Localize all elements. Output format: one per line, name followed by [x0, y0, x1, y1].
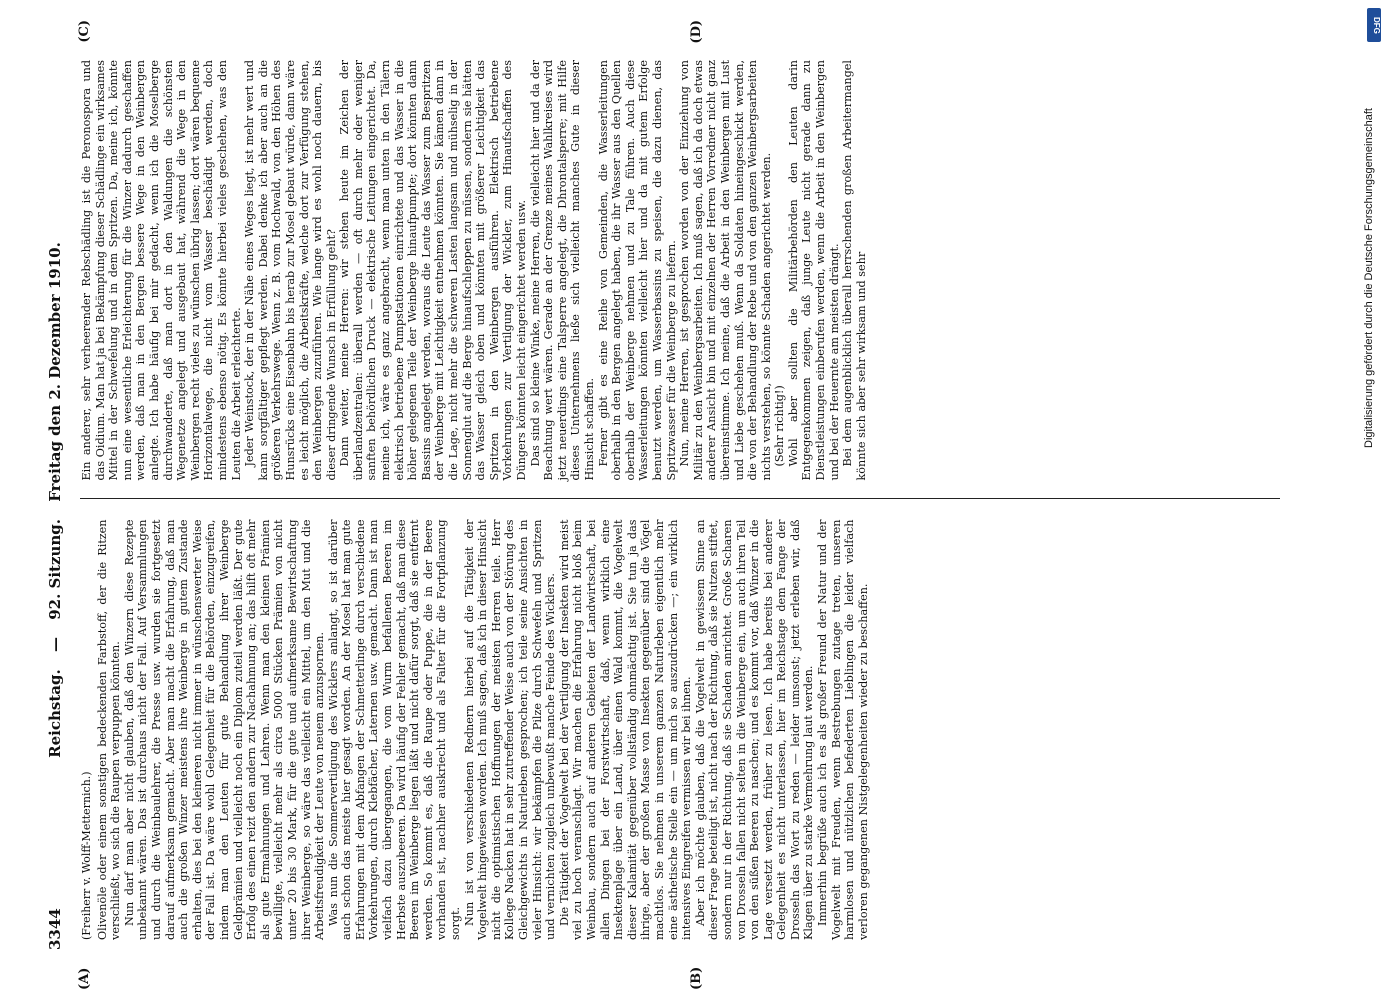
paragraph: Bei dem augenblicklich überall herrschenden großen Arbeitermangel könnte sich aber sehr wirksam und sehr — [841, 60, 868, 481]
paragraph: Olivenöle oder einem sonstigen bedeckenden Farbstoff, der die Ritzen verschließt, wo sich die Raupen verpuppen könnten. — [95, 519, 123, 940]
header-date: Freitag den 2. Dezember 1910. — [46, 242, 64, 502]
header-session: 92. Sitzung. — [46, 518, 64, 620]
header-left: Reichstag. — [46, 669, 64, 758]
paragraph: Was nun die Sommervertilgung des Wicklers anlangt, so ist darüber auch schon das meiste hier gesagt worden. An der Mosel hat man gute Erfahrungen mit dem Abfangen der Schmetterlinge durch verschiedene Vorkehrungen, durch Klebfächer, Laternen usw. gemacht. Dann ist man vielfach dazu übergegangen, die vom Wurm befallenen Beeren im Herbste auszubeeren. Da wird häufig der Fehler gemacht, daß man diese Beeren im Weinberge liegen läßt und nicht dafür sorgt, daß sie entfernt werden. So kommt es, daß die Raupe oder Puppe, die in der Beere vorhanden ist, nachher auskriecht und als Falter für die Fortpflanzung sorgt. — [326, 519, 463, 940]
paragraph: Dann weiter, meine Herren: wir stehen heute im Zeichen der überlandzentralen: überall werden — oft durch mehr oder weniger sanften behördlichen Druck — elektrische Leitungen eingerichtet. Da, meine ich, wäre es ganz angebracht, wenn man unten in den Tälern elektrisch betriebene Pumpstationen einrichtete und das Wasser in die höher gelegenen Teile der Weinberge hinaufpumpte; dort könnten dann Bassins angelegt werden, woraus die Leute das Wasser zum Bespritzen der Weinberge mit Leichtigkeit entnehmen könnten. Sie kämen dann in die Lage, nicht mehr die schweren Lasten langsam und mühselig in der Sonnenglut auf die Berge hinaufschleppen zu müssen, sondern sie hätten das Wasser gleich oben und könnten mit größerer Leichtigkeit das Spritzen in den Weinbergen ausführen. Elektrisch betriebene Vorkehrungen zur Vertilgung der Wickler, zum Hinaufschaffen des Düngers könnten leicht eingerichtet werden usw. — [338, 60, 528, 481]
paragraph: Das sind so kleine Winke, meine Herren, die vielleicht hier und da der Beachtung wert wären. Gerade an der Grenze meines Wahlkreises wird jetzt neuerdings eine Talsperre angelegt, die Dhrontalsperre; mit Hilfe dieses Unternehmens ließe sich vielleicht manches Gute in dieser Hinsicht schaffen. — [528, 60, 596, 481]
header-title — [46, 40, 64, 960]
paragraph: Immerhin begrüße auch ich es als großer Freund der Natur und der Vogelwelt mit Freuden, wenn Bestrebungen zutage treten, unseren harmlosen und nützlichen befiederten Lieblingen die leider vielfach verloren gegangenen Nistgelegenheiten wieder zu beschaffen. — [816, 519, 870, 940]
paragraph: Die Tätigkeit der Vogelwelt bei der Vertilgung der Insekten wird meist viel zu hoch veranschlagt. Wir machen die Erfahrung nicht bloß beim Weinbau, sondern auch auf anderen Gebieten der Landwirtschaft, bei allen Dingen bei der Forstwirtschaft, daß, wenn wirklich eine Insektenplage über ein Land, über einen Wald kommt, die Vogelwelt dieser Kalamität gegenüber vollständig ohnmächtig ist. Sie tun ja das ihrige, aber der großen Masse von Insekten gegenüber sind die Vögel machtlos. Sie nehmen in unserem ganzen Naturleben eigentlich mehr eine ästhetische Stelle ein — um mich so auszudrücken —; ein wirklich intensives Eingreifen vermissen wir bei ihnen. — [557, 519, 694, 940]
marker-c: (C) — [77, 20, 92, 43]
paragraph: Nun darf man aber nicht glauben, daß den Winzern diese Rezepte unbekannt wären. Das ist durchaus nicht der Fall. Auf Versammlungen und durch die Weinbaulehrer, die Presse usw. wurden sie fortgesetzt darauf aufmerksam gemacht. Aber man macht die Erfahrung, daß man auch die großen Winzer meistens ihre Weinberge in gutem Zustande erhalten, dies bei den kleineren nicht immer in wünschenswerter Weise der Fall ist. Da wäre wohl Gelegenheit für die Behörden, einzugreifen, indem man den Leuten für gute Behandlung ihrer Weinberge Geldprämien und vielleicht noch ein Diplom zuteil werden läßt. Der gute Erfolg des einen reizt den andern zur Nachahmung an; das hilft oft mehr als gute Ermahnungen und Lehren. Wenn man den kleinen Prämien bewilligte, vielleicht mehr als circa 5000 Stücken Prämien von nicht unter 20 bis 30 Mark, für die gute und aufmerksame Bewirtschaftung ihrer Weinberge, so wäre das vielleicht ein Mittel, um den Mut und die Arbeitsfreudigkeit der Leute von neuem anzuspornen. — [122, 519, 327, 940]
paragraph: Nun ist von verschiedenen Rednern hierbei auf die Tätigkeit der Vogelwelt hingewiesen worden. Ich muß sagen, daß ich in dieser Hinsicht nicht die optimistischen Hoffnungen der meisten Herren teile. Herr Kollege Nacken hat in sehr zutreffender Weise auch von der Störung des Gleichgewichts in Naturleben gesprochen; ich teile seine Ansichten in vieler Hinsicht: wir bekämpfen die Pilze durch Schwefeln und Spritzen und vernichten zugleich unbewußt manche Feinde des Wicklers. — [462, 519, 558, 940]
left-column — [77, 519, 1280, 990]
digitization-credit: Digitalisierung gefördert durch die Deutsche Forschungsgemeinschaft — [1363, 108, 1375, 448]
dfg-logo: DFG — [1367, 8, 1381, 42]
paragraph: Aber ich möchte glauben, daß die Vogelwelt in gewissem Sinne an dieser Frage beteiligt ist, nicht nach der Richtung, daß sie Nutzen stiftet, sondern nur in der Richtung, daß sie Schaden anrichtet. Große Scharen von Drosseln fallen nicht selten in die Weinberge ein, um auch ihren Teil von den süßen Beeren zu naschen; und es kommt vor, daß Winzer in die Lage versetzt werden, früher zu lesen. Ich habe bereits bei anderer Gelegenheit es nicht unterlassen, hier im Reichstage dem Fange der Drosseln das Wort zu reden — leider umsonst; jetzt erleben wir, daß Klagen über zu starke Vermehrung laut werden. — [693, 519, 816, 940]
paragraph: Ein anderer, sehr verheerender Rebschädling ist die Peronospora und das Oidium. Man hat ja bei Bekämpfung dieser Schädlinge ein wirksames Mittel in der Schwefelung und in dem Spritzen. Da, meine ich, könnte nun eine wesentliche Erleichterung für die Winzer dadurch geschaffen werden, daß man in den Bergen bessere Wege in den Weinbergen anlegte. Ich habe häufig bei mir gedacht, wenn ich die Moselberge durchwanderte, daß man dort in den Waldungen die schönsten Wegenetze angelegt und ausgebaut hat, während die Wege in den Weinbergen recht vieles zu wünschen übrig lassen; dort wären bequeme Horizontalwege, die nicht vom Wasser beschädigt werden, doch mindestens ebenso nötig. Es könnte hierbei vieles geschehen, was den Leuten die Arbeit erleichterte. — [80, 60, 243, 481]
marker-d: (D) — [689, 20, 704, 44]
paragraph: Jeder Weinstock, der in der Nähe eines Weges liegt, ist mehr wert und kann sorgfältiger gepflegt werden. Dabei denke ich aber auch an die größeren Verkehrswege. Wenn z. B. vom Hochwald, von den Höhen des Hunsrücks eine Eisenbahn bis herab zur Mosel gebaut würde, dann wäre es leicht möglich, die Arbeitskräfte, welche dort zur Verfügung stehen, den Weinbergen zuzuführen. Wie lange wird es wohl noch dauern, bis dieser dringende Wunsch in Erfüllung geht? — [243, 60, 338, 481]
header-dash: — — [46, 637, 64, 653]
paragraph: Wohl aber sollten die Militärbehörden den Leuten darin Entgegenkommen zeigen, daß junge Leute nicht gerade dann zu Dienstleistungen einberufen werden, wenn die Arbeit in den Weinbergen und bei der Heuernte am meisten drängt. — [786, 60, 841, 481]
right-column — [77, 20, 1280, 500]
paragraph: Ferner gibt es eine Reihe von Gemeinden, die Wasserleitungen oberhalb in den Bergen angelegt haben, die ihr Wasser aus den Quellen oberhalb der Weinberge nehmen und zu Tale führen. Auch diese Wasserleitungen könnten vielleicht hier und da mit gutem Erfolge benutzt werden, um Wasserbassins zu speisen, die dazu dienen, das Spritzwasser für die Weinberge zu liefern. — [596, 60, 678, 481]
page-number: 3344 — [46, 908, 64, 950]
paragraph: Nun, meine Herren, ist gesprochen worden von der Einziehung von Militär zu den Weinbergsarbeiten. Ich muß sagen, daß ich da doch etwas anderer Ansicht bin und mit einzelnen der Herren Vorredner nicht ganz übereinstimme. Ich meine, daß die Arbeit in den Weinbergen mit Lust und Liebe geschehen muß. Wenn da Soldaten hineingeschickt werden, die von der Behandlung der Rebe und von den ganzen Weinbergsarbeiten nichts verstehen, so könnte Schaden angerichtet werden. — [678, 60, 773, 481]
page-header — [46, 40, 70, 960]
paragraph: (Sehr richtig!) — [773, 385, 787, 467]
running-head: (Freiherr v. Wolff-Metternich.) — [80, 771, 93, 940]
text-columns — [77, 20, 1280, 990]
marker-a: (A) — [77, 967, 92, 990]
marker-b: (B) — [689, 966, 704, 990]
